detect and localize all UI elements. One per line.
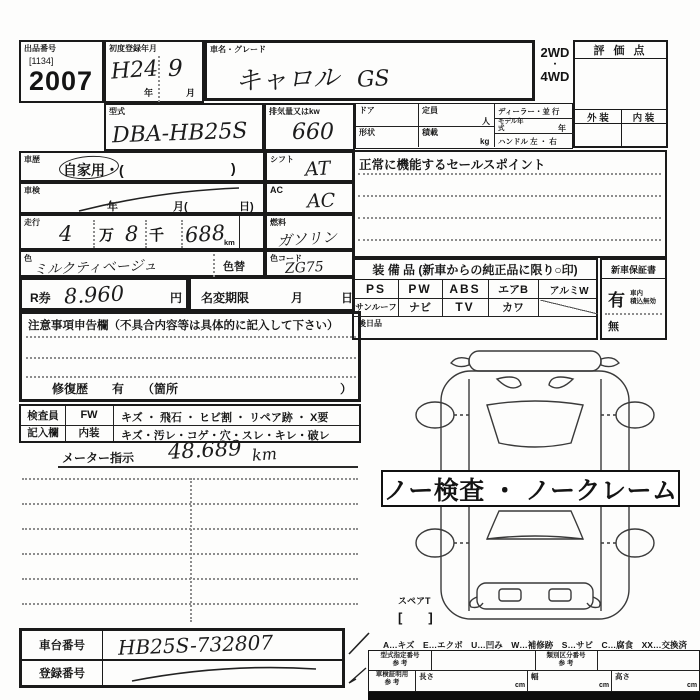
mileage-man-unit: 万: [99, 227, 115, 244]
hand-strike-line: [104, 661, 344, 685]
first-registration-label: 初度登録年月: [109, 44, 157, 53]
spec-grid: [355, 103, 573, 149]
equipment-empty-slash-cell: [540, 300, 598, 314]
inspector-row-label-2: 記入欄: [27, 427, 59, 439]
width-label: 幅: [531, 672, 539, 681]
mileage-label: 走行: [24, 218, 40, 227]
height-label: 高さ: [615, 672, 630, 681]
type-designation-title: 型式指定番号: [380, 652, 420, 659]
warranty-box: [600, 258, 667, 340]
evaluation-score-label: 評 価 点: [575, 42, 666, 59]
drive-dot: ・: [550, 59, 560, 70]
length-cm-unit: cm: [515, 682, 526, 689]
divider: [611, 670, 612, 691]
divider: [494, 133, 574, 134]
ac-label: AC: [270, 185, 283, 195]
equipment-sunroof: サンルーフ: [355, 302, 397, 312]
guide-line-vertical: [190, 478, 192, 622]
model-code-label: 型式: [109, 107, 125, 116]
ac-value: AC: [306, 189, 336, 213]
chassis-number-value: HB25S-732807: [117, 630, 274, 660]
class-number-ref: 参 考: [558, 659, 574, 667]
capacity-label: 定員: [422, 106, 438, 115]
interior-score-label: 内 装: [632, 112, 655, 124]
cert-title: 車検証明用: [375, 671, 409, 678]
color-change-label: 色替: [223, 261, 245, 273]
name-change-deadline-box: [189, 277, 355, 311]
mileage-thousands: 8: [125, 222, 139, 246]
color-code-box: [265, 250, 355, 277]
scan-black-bar: [368, 692, 700, 700]
exterior-score-label: 外 装: [587, 112, 609, 124]
car-name-grade-box: [204, 40, 535, 101]
auction-number: 2007: [29, 66, 94, 96]
inspector-fw-items: キズ ・ 飛石 ・ ヒビ割 ・ リペア跡 ・ X要: [121, 412, 329, 424]
inspector-box: [19, 404, 361, 443]
car-history-close: ): [231, 160, 236, 176]
shaken-day-unit: 日): [239, 201, 254, 213]
cell-divider: [239, 216, 240, 248]
reference-table: [368, 650, 700, 692]
fuel-box: [265, 214, 355, 250]
shift-value: AT: [304, 157, 331, 181]
equipment-airbag: エアB: [498, 284, 528, 296]
warranty-yes-note-1: 車内: [630, 290, 643, 297]
equipment-box: [352, 258, 598, 340]
chassis-registration-box: [19, 628, 345, 688]
load-label: 積載: [422, 128, 438, 137]
shaken-year-unit: 年: [107, 201, 118, 213]
drive-type: [537, 46, 573, 84]
warranty-header: 新車保証書: [602, 260, 665, 279]
divider: [418, 104, 419, 147]
drive-2wd: 2WD: [540, 45, 570, 60]
meter-reading-label: メーター指示: [62, 451, 135, 465]
type-designation-label: [371, 652, 429, 668]
auction-number-label: 出品番号: [24, 44, 56, 53]
fuel-value: ガソリン: [276, 227, 338, 251]
height-cm-unit: cm: [687, 682, 698, 689]
meter-underline: [58, 466, 358, 468]
no-inspection-stamp-text: ノー検査 ・ ノークレーム: [383, 476, 678, 505]
model-year-label: モデル年式: [498, 118, 524, 132]
sales-point-line: [358, 239, 661, 241]
car-history-label: 車歴: [24, 155, 40, 164]
cell-divider: [181, 220, 183, 248]
repair-location-close: ）: [340, 382, 353, 396]
divider: [102, 631, 103, 685]
warranty-yes-note-2: 積込無効: [630, 298, 656, 305]
repair-history-yes: 有: [112, 382, 125, 396]
inspector-interior-items: キズ・汚レ・コゲ・穴・スレ・キレ・破レ: [121, 430, 330, 442]
sales-point-header: 正常に機能するセールスポイント: [359, 158, 546, 172]
damage-code-legend: A…キズ E…エクボ U…凹み W…補修跡 S…サビ C…腐食 XX…交換済: [383, 640, 687, 650]
drive-4wd: 4WD: [540, 69, 570, 85]
year-unit: 年: [144, 88, 154, 98]
month-unit: 月: [186, 88, 196, 98]
equipment-header: 装 備 品 (新車からの純正品に限り○印): [354, 260, 596, 280]
cert-reference-label: [370, 671, 414, 687]
type-designation-ref: 参 考: [392, 659, 408, 667]
divider: [431, 651, 432, 670]
equipment-abs: ABS: [449, 282, 481, 296]
color-code-value: ZG75: [284, 258, 325, 278]
name-change-month: 月: [291, 291, 304, 305]
divider: [621, 110, 622, 146]
notice-header: 注意事項申告欄（不具合内容等は具体的に記入して下さい）: [28, 320, 339, 332]
color-code-label: 色コード: [270, 254, 302, 263]
displacement-value: 660: [292, 120, 334, 145]
door-label: ドア: [359, 106, 375, 115]
no-inspection-stamp: [381, 470, 680, 507]
chassis-number-label: 車台番号: [39, 639, 85, 652]
length-label: 長さ: [419, 672, 434, 681]
divider: [527, 670, 528, 691]
cell-divider: [213, 254, 215, 277]
width-cm-unit: cm: [599, 682, 610, 689]
handle-label: ハンドル 左 ・ 右: [498, 137, 557, 146]
divider: [597, 651, 598, 670]
divider: [535, 651, 536, 670]
cert-ref: 参 考: [384, 678, 400, 686]
cell-divider: [145, 220, 147, 248]
inspector-fw-label: FW: [80, 409, 98, 421]
spare-tire-field: [398, 594, 433, 626]
recycle-ticket-unit: 円: [170, 291, 183, 305]
load-unit: kg: [480, 137, 490, 146]
auction-bracket-code: [1134]: [29, 56, 54, 66]
repair-location-open: （箇所: [142, 382, 179, 396]
inspector-interior-label: 内装: [78, 427, 100, 439]
class-number-label: [537, 652, 595, 668]
warranty-no: 無: [608, 321, 619, 333]
equipment-tv: TV: [455, 300, 475, 314]
first-registration-box: [104, 40, 204, 103]
spare-tire-label: スペアT: [398, 596, 431, 606]
shaken-box: [19, 182, 265, 214]
evaluation-score-box: [573, 40, 668, 148]
notice-line: [26, 357, 356, 359]
hand-strike-line: [21, 184, 267, 216]
equipment-ps: PS: [365, 282, 386, 296]
mileage-box: [19, 214, 265, 250]
model-code-box: [104, 103, 264, 151]
equipment-navi: ナビ: [409, 302, 431, 314]
displacement-label: 排気量又はkw: [269, 107, 320, 116]
auction-number-box: [19, 40, 104, 103]
name-change-day: 日: [341, 291, 354, 305]
sales-point-box: [352, 150, 667, 258]
car-history-value: 自家用・(: [63, 162, 124, 178]
mileage-hundreds: 688: [184, 220, 226, 248]
car-name-grade-label: 車名・グレード: [210, 45, 266, 54]
car-name-value: キャロル: [234, 63, 340, 97]
notice-line: [26, 336, 356, 338]
divider: [605, 313, 662, 315]
divider: [415, 670, 416, 691]
equipment-leather: カワ: [502, 302, 524, 314]
ac-box: [265, 182, 355, 214]
name-change-label: 名変期限: [201, 291, 250, 305]
shift-label: シフト: [270, 155, 294, 164]
car-grade-value: GS: [356, 66, 391, 93]
shape-label: 形状: [359, 128, 375, 137]
first-registration-month-value: 9: [168, 56, 183, 82]
sales-point-line: [358, 217, 661, 219]
sales-point-line: [358, 195, 661, 197]
capacity-unit: 人: [482, 117, 490, 126]
shift-box: [265, 151, 355, 182]
recycle-ticket-value: 8.960: [63, 281, 125, 309]
car-history-box: [19, 151, 265, 182]
notice-box: [19, 311, 361, 402]
mileage-ten-thousands: 4: [59, 222, 73, 246]
color-box: [19, 250, 265, 277]
equipment-pw: PW: [408, 282, 432, 296]
sales-point-line: [358, 173, 661, 175]
fuel-label: 燃料: [270, 218, 286, 227]
first-registration-year-value: H24: [110, 56, 160, 85]
shaken-month-unit: 月(: [173, 201, 188, 213]
spare-tire-bracket: [ ]: [398, 610, 433, 625]
displacement-box: [264, 103, 355, 151]
class-number-title: 類別区分番号: [546, 652, 586, 659]
notice-line: [26, 376, 356, 378]
warranty-yes: 有: [608, 291, 625, 310]
mileage-km-unit: km: [224, 238, 235, 247]
divider: [113, 406, 114, 441]
color-label: 色: [24, 254, 32, 263]
model-code-value: DBA-HB25S: [111, 118, 248, 149]
registration-number-label: 登録番号: [39, 667, 85, 680]
dealer-parallel-label: ディーラー・並 行: [498, 107, 560, 116]
mileage-sen-unit: 千: [149, 227, 165, 244]
cell-divider: [93, 220, 95, 248]
recycle-ticket-label: R券: [30, 291, 51, 305]
color-value: ミルクティベージュ: [32, 257, 158, 279]
meter-reading-value: 48.689: [167, 436, 243, 464]
shaken-label: 車検: [24, 186, 40, 195]
model-year-unit: 年: [558, 124, 566, 133]
divider: [354, 316, 596, 317]
meter-reading-unit: km: [251, 444, 278, 465]
equipment-alloy-wheel: アルミW: [549, 285, 589, 297]
equipment-later-label: 後日品: [358, 319, 382, 328]
divider: [494, 104, 495, 147]
inspector-row-label-1: 検査員: [27, 409, 59, 422]
recycle-ticket-box: [19, 277, 189, 311]
repair-history-label: 修復歴: [52, 382, 89, 396]
